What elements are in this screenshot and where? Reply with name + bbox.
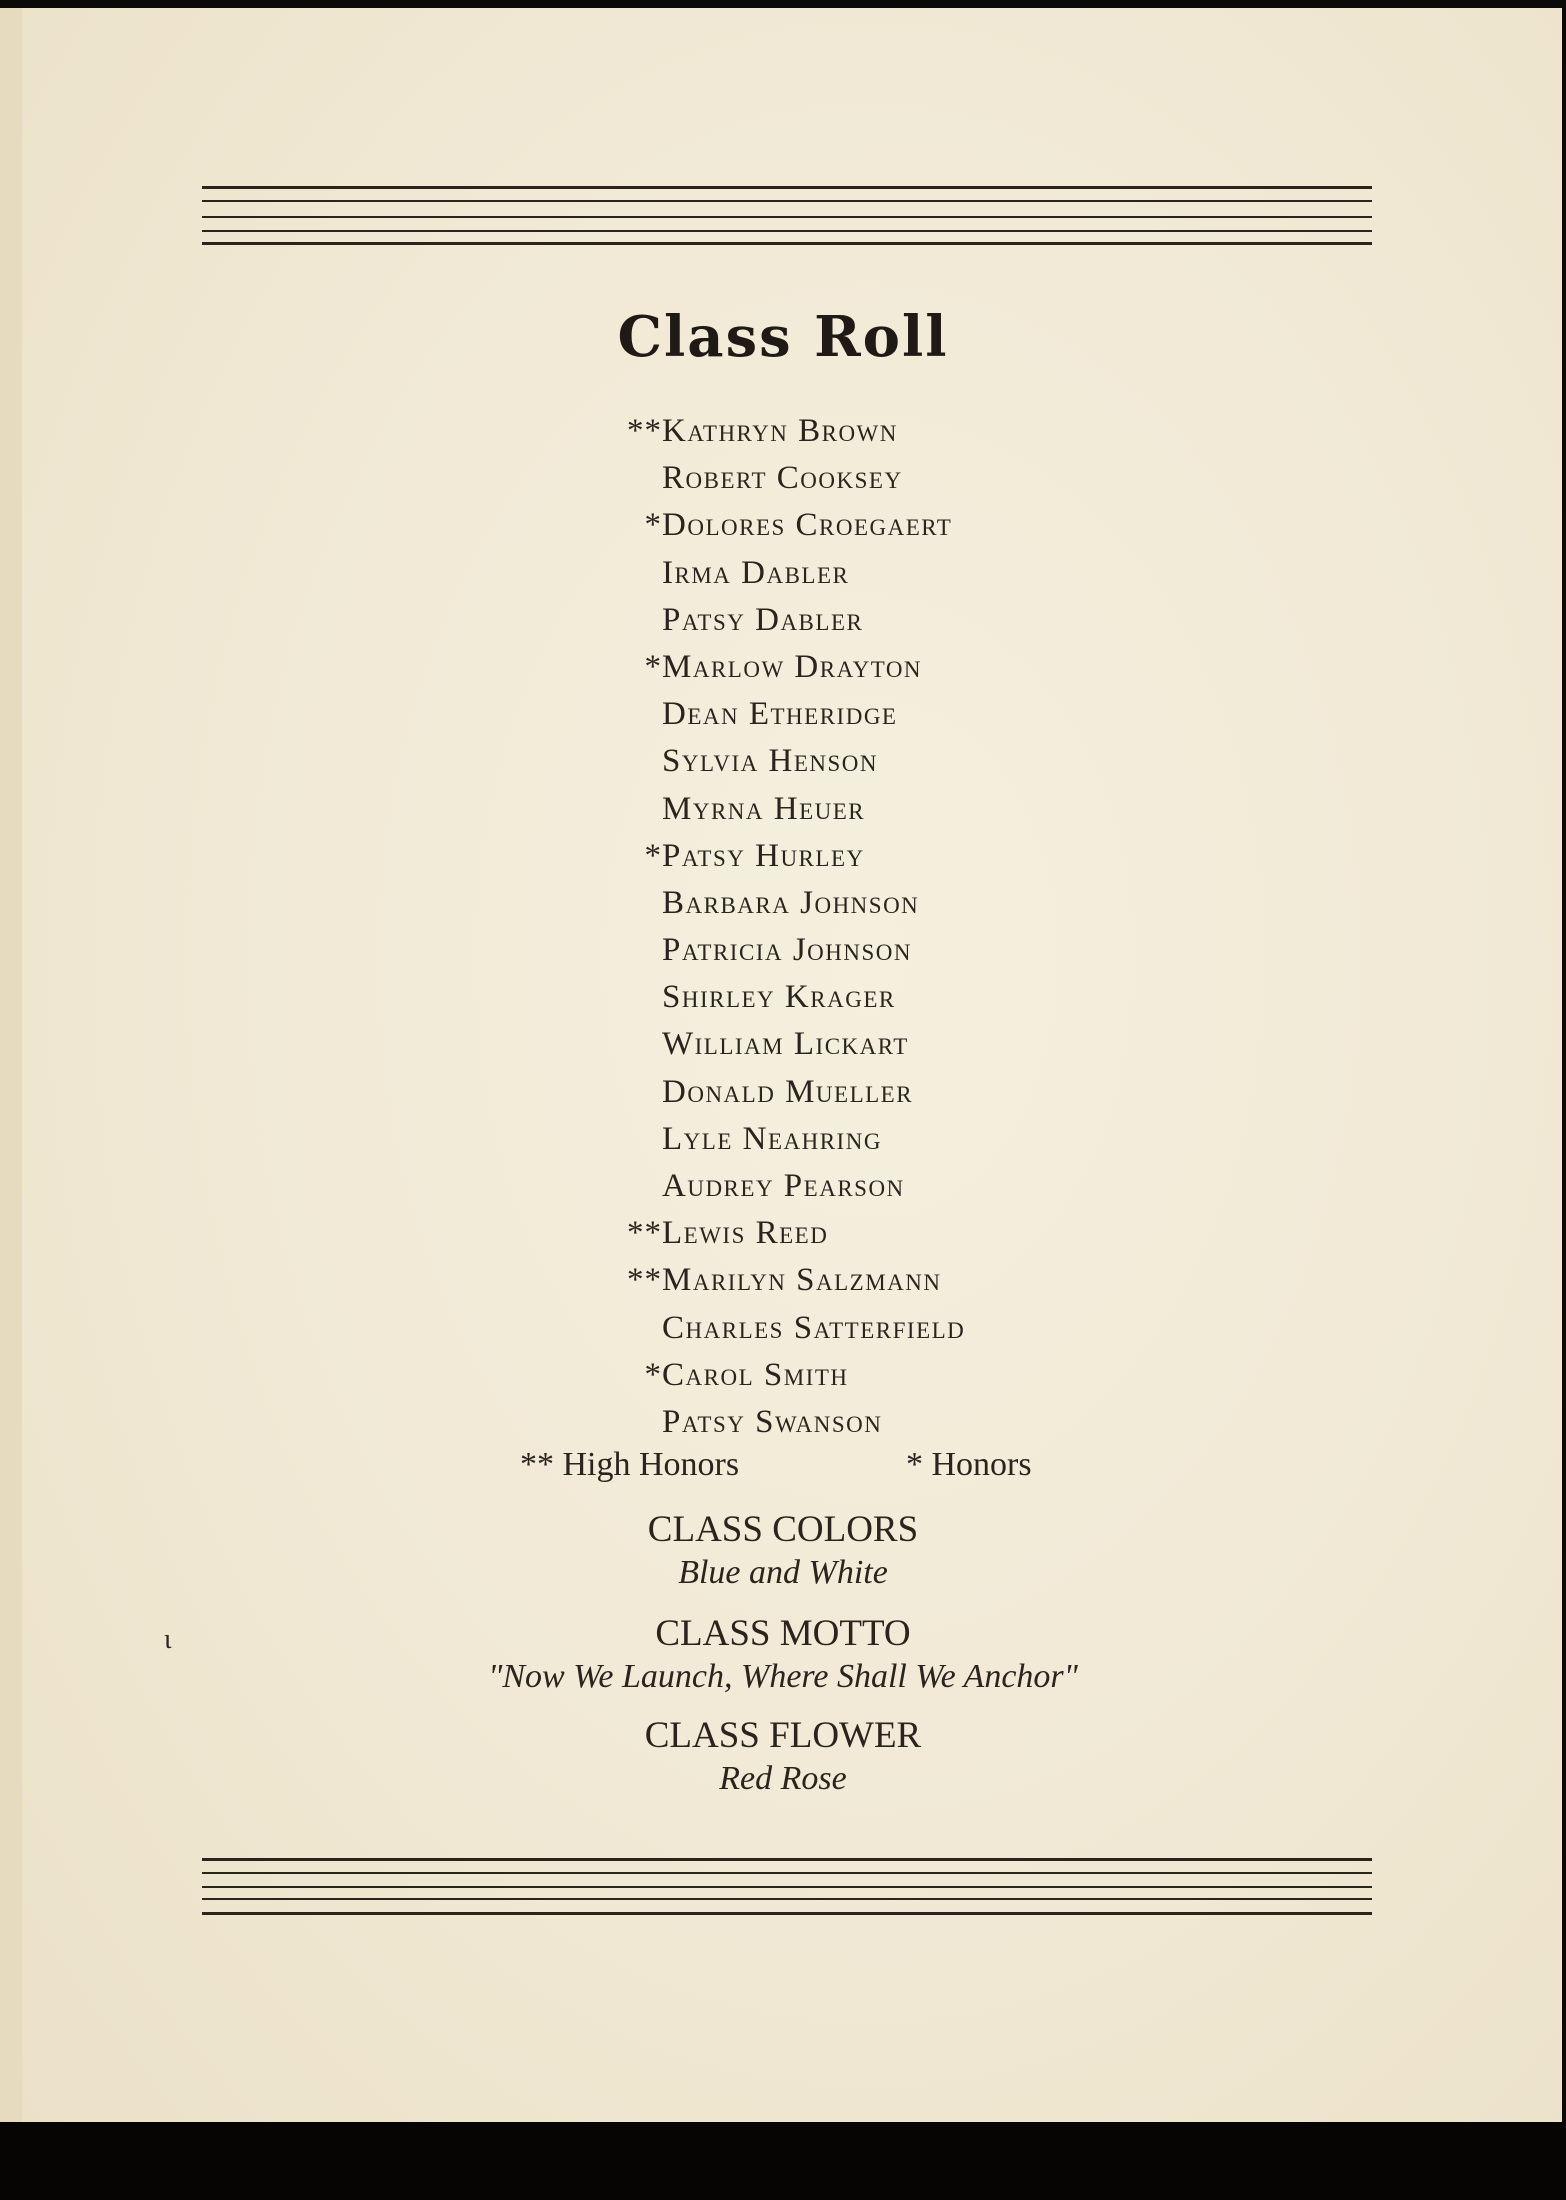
class-flower-section bbox=[0, 1714, 1566, 1800]
class-motto-heading: CLASS MOTTO bbox=[655, 1613, 911, 1654]
roll-entry bbox=[622, 974, 965, 1021]
roll-entry bbox=[622, 1021, 965, 1068]
student-name: Audrey Pearson bbox=[662, 1168, 905, 1204]
class-flower-value: Red Rose bbox=[719, 1760, 847, 1797]
student-name: Patsy Swanson bbox=[662, 1403, 883, 1440]
student-name: William Lickart bbox=[662, 1026, 909, 1063]
roll-entry bbox=[622, 550, 965, 597]
student-name: Myrna Heuer bbox=[662, 790, 866, 827]
student-name: Irma Dabler bbox=[662, 554, 850, 591]
student-name: Lyle Neahring bbox=[662, 1120, 882, 1157]
top-decorative-rules bbox=[202, 186, 1372, 262]
student-name: Robert Cooksey bbox=[662, 460, 903, 497]
class-colors-value: Blue and White bbox=[678, 1554, 888, 1591]
student-name: Kathryn Brown bbox=[662, 413, 898, 449]
roll-entry bbox=[622, 1305, 965, 1352]
roll-entry bbox=[622, 927, 965, 974]
roll-entry bbox=[622, 408, 965, 455]
honors-mark: ** bbox=[627, 413, 662, 449]
stray-pencil-mark: ɩ bbox=[164, 1624, 172, 1655]
roll-entry bbox=[622, 502, 965, 549]
class-motto-value: "Now We Launch, Where Shall We Anchor" bbox=[488, 1658, 1078, 1695]
roll-entry bbox=[622, 1352, 965, 1399]
page-title: Class Roll bbox=[617, 304, 949, 370]
roll-entry bbox=[622, 738, 965, 785]
student-name: Charles Satterfield bbox=[662, 1309, 966, 1346]
student-name: Donald Mueller bbox=[662, 1073, 914, 1110]
roll-entry bbox=[622, 1399, 965, 1446]
student-name: Dean Etheridge bbox=[662, 696, 898, 733]
student-name: Patsy Hurley bbox=[662, 837, 865, 874]
student-name: Sylvia Henson bbox=[662, 743, 879, 780]
student-name: Marlow Drayton bbox=[662, 648, 923, 685]
roll-entry bbox=[622, 691, 965, 738]
roll-entry bbox=[622, 1210, 965, 1257]
legend-high-honors: ** High Honors bbox=[520, 1446, 740, 1483]
roll-entry bbox=[622, 880, 965, 927]
roll-entry bbox=[622, 644, 965, 691]
scan-border-bottom bbox=[0, 2122, 1566, 2200]
class-colors-heading: CLASS COLORS bbox=[647, 1509, 919, 1550]
roll-entry bbox=[622, 1163, 965, 1210]
roll-entry bbox=[622, 833, 965, 880]
roll-entry bbox=[622, 597, 965, 644]
roll-entry bbox=[622, 1069, 965, 1116]
student-name: Dolores Croegaert bbox=[662, 507, 953, 544]
class-motto-section bbox=[0, 1612, 1566, 1698]
student-name: Shirley Krager bbox=[662, 979, 896, 1016]
roll-entry bbox=[622, 1116, 965, 1163]
roll-entry bbox=[622, 455, 965, 502]
class-roll-list bbox=[622, 408, 965, 1446]
roll-entry bbox=[622, 786, 965, 833]
student-name: Lewis Reed bbox=[662, 1215, 829, 1252]
class-flower-heading: CLASS FLOWER bbox=[644, 1715, 922, 1756]
honors-mark: * bbox=[644, 1356, 662, 1393]
class-colors-section bbox=[0, 1508, 1566, 1594]
student-name: Patsy Dabler bbox=[662, 601, 864, 638]
student-name: Patricia Johnson bbox=[662, 932, 913, 969]
honors-mark: * bbox=[644, 648, 662, 685]
honors-mark: ** bbox=[627, 1215, 662, 1252]
student-name: Barbara Johnson bbox=[662, 884, 920, 921]
student-name: Marilyn Salzmann bbox=[662, 1262, 942, 1299]
roll-entry bbox=[622, 1257, 965, 1304]
student-name: Carol Smith bbox=[662, 1356, 849, 1393]
honors-mark: ** bbox=[627, 1262, 662, 1299]
legend-honors: * Honors bbox=[906, 1446, 1032, 1483]
bottom-decorative-rules bbox=[202, 1858, 1372, 1934]
honors-mark: * bbox=[644, 507, 662, 544]
honors-mark: * bbox=[644, 837, 662, 874]
